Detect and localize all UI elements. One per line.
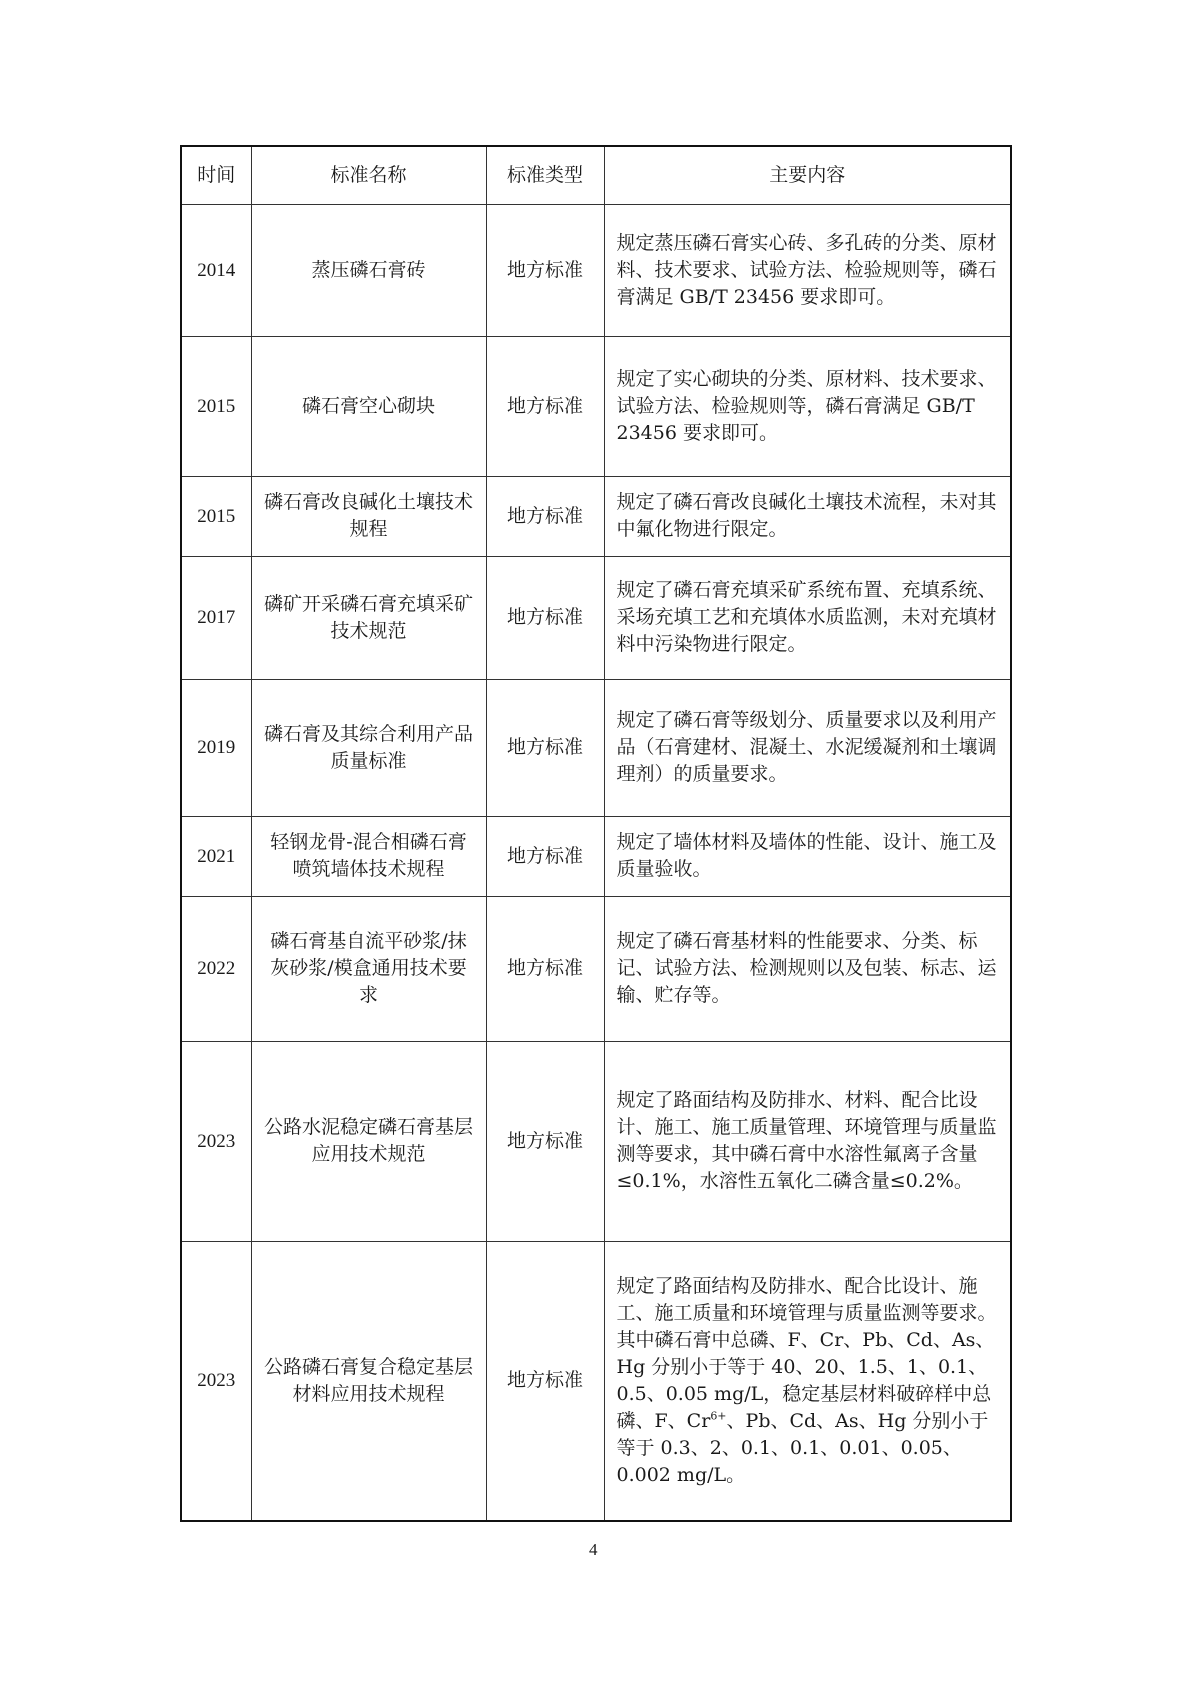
superscript-charge: 6+: [710, 1409, 727, 1423]
row-standard-type: 地方标准: [486, 336, 604, 476]
row-standard-name: 磷矿开采磷石膏充填采矿技术规范: [251, 556, 486, 679]
row-main-content: 规定了墙体材料及墙体的性能、设计、施工及质量验收。: [604, 816, 1011, 896]
table-row: [181, 1041, 1011, 1241]
row-main-content: 规定了路面结构及防排水、材料、配合比设计、施工、施工质量管理、环境管理与质量监测等要求，其中磷石膏中水溶性氟离子含量≤0.1%，水溶性五氧化二磷含量≤0.2%。: [604, 1041, 1011, 1241]
row-standard-name: 公路磷石膏复合稳定基层材料应用技术规程: [251, 1241, 486, 1521]
table-row: [181, 679, 1011, 816]
row-standard-type: 地方标准: [486, 816, 604, 896]
row-standard-type: 地方标准: [486, 679, 604, 816]
table-row: [181, 336, 1011, 476]
row-standard-type: 地方标准: [486, 896, 604, 1041]
page-number: 4: [589, 1540, 598, 1559]
row-main-content: 规定了磷石膏充填采矿系统布置、充填系统、采场充填工艺和充填体水质监测，未对充填材料中污染物进行限定。: [604, 556, 1011, 679]
table-row: [181, 1241, 1011, 1521]
row-year: 2015: [181, 336, 251, 476]
row-year: 2023: [181, 1241, 251, 1521]
row-standard-name: 磷石膏及其综合利用产品质量标准: [251, 679, 486, 816]
row-main-content: [604, 1241, 1011, 1521]
table-row: [181, 476, 1011, 556]
table-header-row: [181, 146, 1011, 204]
standards-table: [180, 145, 1012, 1522]
row-main-content: 规定了磷石膏等级划分、质量要求以及利用产品（石膏建材、混凝土、水泥缓凝剂和土壤调理剂）的质量要求。: [604, 679, 1011, 816]
row-year: 2019: [181, 679, 251, 816]
row-main-content: 规定蒸压磷石膏实心砖、多孔砖的分类、原材料、技术要求、试验方法、检验规则等，磷石膏满足 GB/T 23456 要求即可。: [604, 204, 1011, 336]
row-standard-name: 公路水泥稳定磷石膏基层应用技术规范: [251, 1041, 486, 1241]
table-row: [181, 556, 1011, 679]
row-standard-type: 地方标准: [486, 1241, 604, 1521]
row-standard-name: 蒸压磷石膏砖: [251, 204, 486, 336]
content-text-part: 规定了路面结构及防排水、配合比设计、施工、施工质量和环境管理与质量监测等要求。其中磷石膏中总磷、F、Cr、Pb、Cd、As、Hg 分别小于等于 40、20、1.5、1、0.1、0.5、0.05 mg/L，稳定基层材料破碎样中总磷、F、Cr: [616, 1274, 997, 1432]
row-standard-type: 地方标准: [486, 476, 604, 556]
header-year: 时间: [181, 146, 251, 204]
table-row: [181, 896, 1011, 1041]
header-main-content: 主要内容: [604, 146, 1011, 204]
row-standard-name: 磷石膏基自流平砂浆/抹灰砂浆/模盒通用技术要求: [251, 896, 486, 1041]
row-year: 2021: [181, 816, 251, 896]
row-standard-name: 轻钢龙骨-混合相磷石膏喷筑墙体技术规程: [251, 816, 486, 896]
row-main-content: 规定了实心砌块的分类、原材料、技术要求、试验方法、检验规则等，磷石膏满足 GB/T 23456 要求即可。: [604, 336, 1011, 476]
table-row: [181, 204, 1011, 336]
row-year: 2014: [181, 204, 251, 336]
row-standard-name: 磷石膏空心砌块: [251, 336, 486, 476]
row-year: 2017: [181, 556, 251, 679]
row-standard-type: 地方标准: [486, 1041, 604, 1241]
row-standard-type: 地方标准: [486, 204, 604, 336]
header-standard-name: 标准名称: [251, 146, 486, 204]
row-year: 2015: [181, 476, 251, 556]
table-row: [181, 816, 1011, 896]
content-text-part: 、Pb、Cd、As、Hg 分别小于等于 0.3、2、0.1、0.1、0.01、0.05、0.002 mg/L。: [616, 1409, 989, 1486]
row-year: 2022: [181, 896, 251, 1041]
header-standard-type: 标准类型: [486, 146, 604, 204]
row-standard-type: 地方标准: [486, 556, 604, 679]
row-year: 2023: [181, 1041, 251, 1241]
row-main-content: 规定了磷石膏改良碱化土壤技术流程，未对其中氟化物进行限定。: [604, 476, 1011, 556]
row-main-content: 规定了磷石膏基材料的性能要求、分类、标记、试验方法、检测规则以及包装、标志、运输、贮存等。: [604, 896, 1011, 1041]
row-standard-name: 磷石膏改良碱化土壤技术规程: [251, 476, 486, 556]
